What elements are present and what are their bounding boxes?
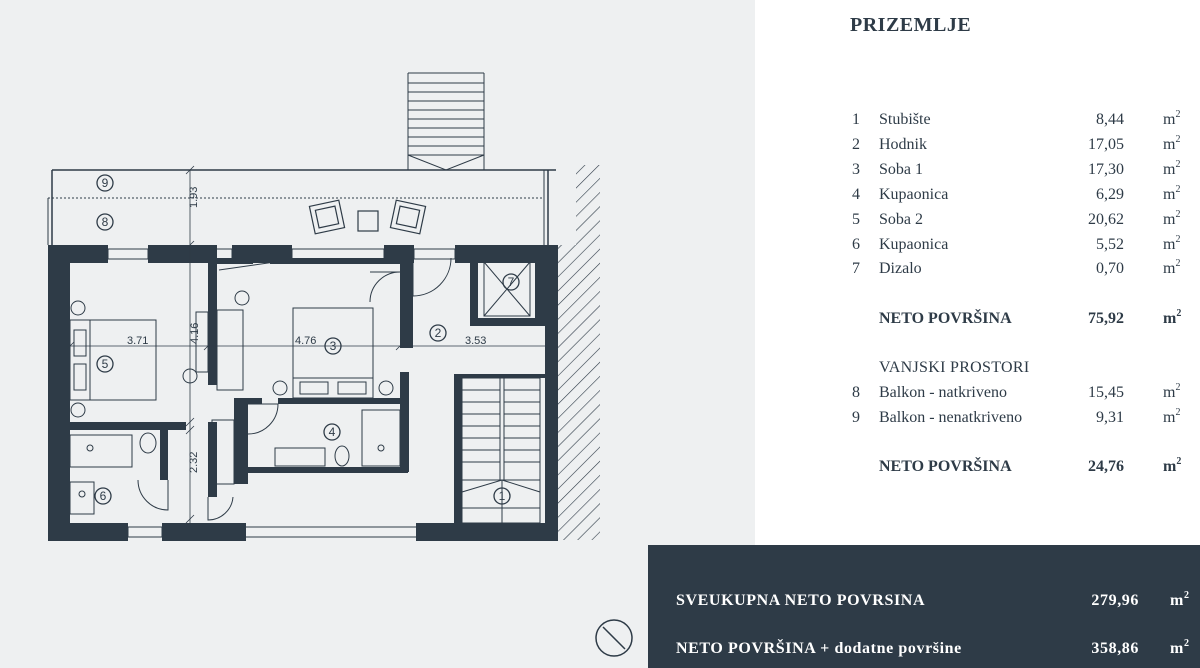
svg-text:3: 3 [329, 339, 337, 353]
area-info-panel [755, 0, 1200, 545]
room-row: 3 Soba 1 17,30 $m^2$ [852, 159, 1181, 178]
dim-bedroom-depth: 4.16 [189, 322, 201, 344]
summary-total-row: SVEUKUPNA NETO POVRSINA 279,96 $m^2$ [676, 590, 1190, 609]
dim-bedroom1-width: 4.76 [295, 335, 317, 347]
outdoor-total-row: NETO POVRŠINA 24,76 $m^2$ [879, 456, 1182, 475]
svg-text:5: 5 [101, 357, 109, 371]
svg-text:4: 4 [328, 425, 336, 439]
dim-hall-width: 3.53 [465, 335, 487, 347]
room-row: 4 Kupaonica 6,29 $m^2$ [852, 184, 1181, 203]
summary-box [648, 545, 1200, 668]
rooms-total-row: NETO POVRŠINA 75,92 $m^2$ [879, 308, 1182, 327]
svg-text:8: 8 [101, 215, 109, 229]
outdoor-row: 9 Balkon - nenatkriveno 9,31 $m^2$ [852, 407, 1181, 426]
interior-walls [64, 245, 545, 524]
floor-title: PRIZEMLJE [850, 14, 972, 36]
room-row: 6 Kupaonica 5,52 $m^2$ [852, 234, 1181, 253]
dim-bedroom2-width: 3.71 [127, 335, 149, 347]
outdoor-section-label: VANJSKI PROSTORI [879, 359, 1030, 376]
svg-text:1: 1 [498, 489, 506, 503]
room-row: 1 Stubište 8,44 $m^2$ [852, 109, 1181, 128]
balcony-furniture [309, 200, 425, 234]
compass-icon [596, 620, 632, 656]
external-stair [408, 73, 484, 170]
balcony [48, 170, 556, 245]
dim-bath-depth: 2.32 [188, 451, 200, 473]
bedroom2-furniture [70, 301, 156, 417]
room-row: 2 Hodnik 17,05 $m^2$ [852, 134, 1181, 153]
dimension-labels [127, 187, 486, 473]
summary-extra-row: NETO POVRŠINA + dodatne površine 358,86 $m^2$ [676, 638, 1190, 657]
dim-balcony-depth: 1.93 [188, 186, 200, 208]
outdoor-row: 8 Balkon - natkriveno 15,45 $m^2$ [852, 382, 1181, 401]
svg-text:2: 2 [434, 326, 442, 340]
bathroom6-fixtures [70, 433, 156, 514]
svg-text:6: 6 [99, 489, 107, 503]
svg-text:9: 9 [101, 176, 109, 190]
room-row: 7 Dizalo 0,70 $m^2$ [852, 258, 1181, 277]
outer-walls [48, 245, 558, 541]
room-row: 5 Soba 2 20,62 $m^2$ [852, 209, 1181, 228]
svg-text:7: 7 [507, 275, 515, 289]
